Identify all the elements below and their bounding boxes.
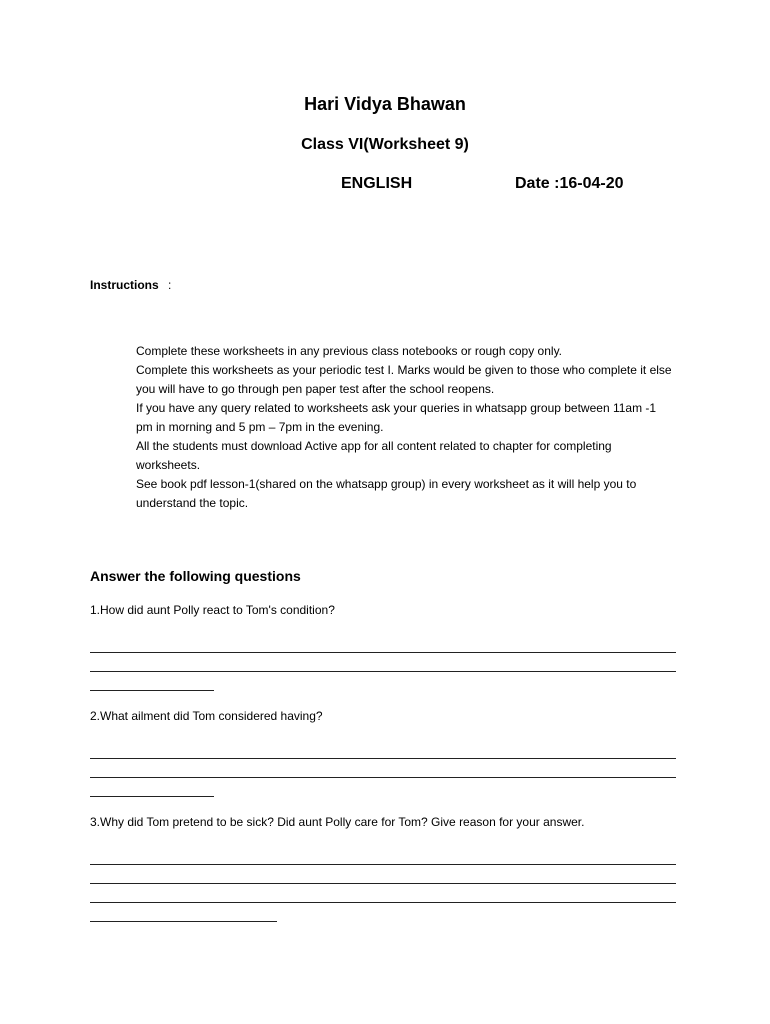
answer-line bbox=[90, 690, 214, 691]
question-2: 2.What ailment did Tom considered having? bbox=[90, 709, 323, 723]
subject-label: ENGLISH bbox=[341, 175, 413, 192]
answer-line bbox=[90, 671, 676, 672]
questions-heading: Answer the following questions bbox=[90, 568, 301, 584]
answer-line bbox=[90, 758, 676, 759]
question-1: 1.How did aunt Polly react to Tom's condition? bbox=[90, 603, 335, 617]
instructions-list bbox=[136, 342, 676, 513]
instruction-item: Complete these worksheets in any previous class notebooks or rough copy only. bbox=[136, 344, 563, 358]
instructions-colon: : bbox=[168, 278, 172, 292]
instruction-item: Complete this worksheets as your periodic test I. Marks would be given to those who complete it else you will have to go through pen paper test after the school reopens. bbox=[136, 363, 672, 396]
instruction-item: See book pdf lesson-1(shared on the whatsapp group) in every worksheet as it will help you to understand the topic. bbox=[136, 477, 637, 510]
instructions-label: Instructions bbox=[90, 278, 159, 292]
school-name: Hari Vidya Bhawan bbox=[304, 94, 466, 114]
instruction-item: All the students must download Active app for all content related to chapter for completing worksheets. bbox=[136, 439, 612, 472]
question-3: 3.Why did Tom pretend to be sick? Did aunt Polly care for Tom? Give reason for your answer. bbox=[90, 815, 585, 829]
answer-line bbox=[90, 902, 676, 903]
answer-line bbox=[90, 796, 214, 797]
class-worksheet-title: Class VI(Worksheet 9) bbox=[301, 136, 469, 153]
answer-line bbox=[90, 921, 277, 922]
answer-line bbox=[90, 652, 676, 653]
instruction-item: If you have any query related to worksheets ask your queries in whatsapp group between 11am -1 pm in morning and 5 pm – 7pm in the evening. bbox=[136, 401, 657, 434]
worksheet-date: Date :16-04-20 bbox=[515, 175, 624, 192]
answer-line bbox=[90, 777, 676, 778]
answer-line bbox=[90, 864, 676, 865]
answer-line bbox=[90, 883, 676, 884]
